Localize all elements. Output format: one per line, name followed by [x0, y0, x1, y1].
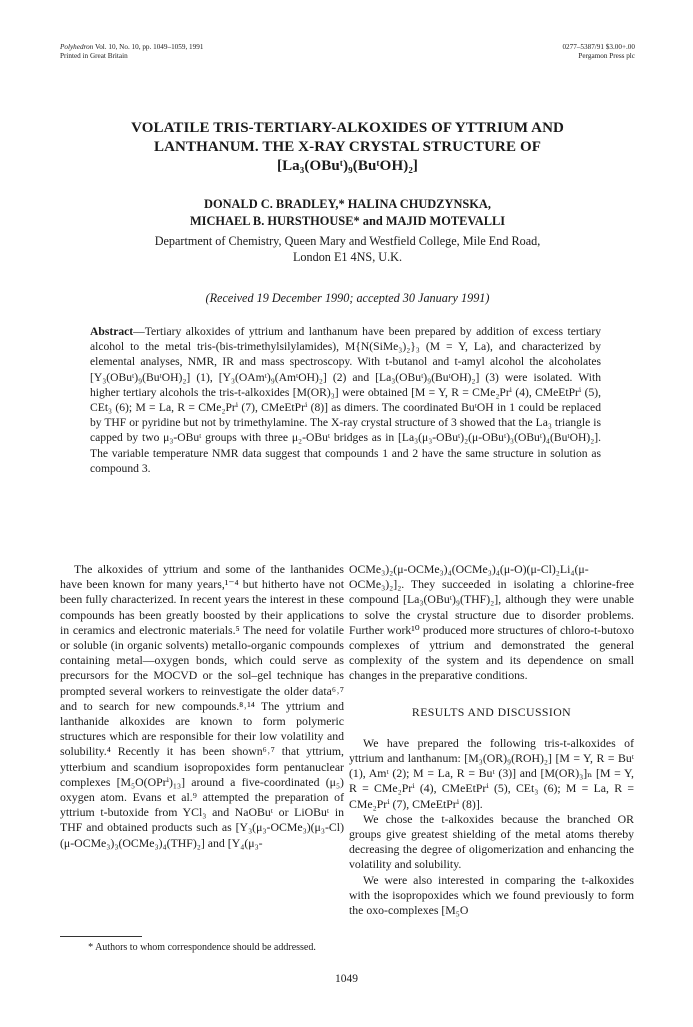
author-list: [60, 196, 635, 230]
right-column: [349, 562, 634, 918]
issn-price: 0277–5387/91 $3.00+.00: [562, 43, 635, 51]
authors-line-2: MICHAEL B. HURSTHOUSE* and MAJID MOTEVALLI: [189, 214, 506, 228]
section-heading: RESULTS AND DISCUSSION: [411, 704, 572, 719]
abstract-text: —Tertiary alkoxides of yttrium and lanthanum have been prepared by addition of excess tertiary alcohol to the metal tris-(bis-trimethylsilylamides), M{N(SiMe₃)₂}₃ (M = Y, La), and characterized by elemental analyses, NMR, IR and mass spectroscopy. With t-butanol and t-amyl alcohol the alcoholates [Y₃(OBuᵗ)₉(BuᵗOH)₂] (1), [Y₃(OAmᵗ)₉(AmᵗOH)₂] (2) and [La₃(OBuᵗ)₉(BuᵗOH)₂] (3) were isolated. With higher tertiary alcohols the tris-t-alkoxides [M(OR)₃] were obtained [M = Y, R = CMe₂Prⁱ (4), CMeEtPrⁱ (5), CEt₃ (6); M = La, R = CMe₂Prⁱ (7), CMeEtPrⁱ (8)] as dimers. The coordinated BuᵗOH in 1 could be replaced by THF or pyridine but not by trimethylamine. The X-ray crystal structure of 3 showed that the La₃ triangle is capped by two μ₃-OBuᵗ groups with three μ₂-OBuᵗ bridges as in [La₃(μ₃-OBuᵗ)₂(μ-OBuᵗ)₃(OBuᵗ)₄(BuᵗOH)₂]. The variable temperature NMR data suggest that compounds 1 and 2 have the same structure in solution as compound 3.: [90, 325, 601, 475]
body-paragraph: The alkoxides of yttrium and some of the lanthanides have been known for many years,¹⁻⁴ but hitherto have not been fully characterized. In recent years the interest in these compounds has been greatly boosted by their applications in ceramics and electronic materials.⁵ The need for volatile or soluble (in organic solvents) metallo-organic compounds containing metal—oxygen bonds, which could serve as precursors for the MOCVD or the sol–gel technique has prompted several workers to reinvestigate the older data⁶˒⁷ and to search for new compounds.⁸˒¹⁴ The yttrium and lanthanide alkoxides are known to form polymeric structures which are responsible for their low volatility and solubility.⁴ Recently it has been shown⁶˒⁷ that yttrium, ytterbium and scandium isopropoxides form pentanuclear complexes [M₅O(OPrⁱ)₁₃] around a five-coordinated (μ₅) oxygen atom. Evans et al.⁹ attempted the preparation of yttrium t-butoxide from YCl₃ and NaOBuᵗ or LiOBuᵗ in THF and obtained products such as [Y₃(μ₃-OCMe₃)(μ₃-Cl)(μ-OCMe₃)₃(OCMe₃)₄(THF)₂] and [Y₄(μ₃-: [60, 562, 344, 850]
running-header-right: [562, 43, 635, 61]
affiliation: [60, 233, 635, 265]
footnote-rule: [60, 936, 142, 937]
affiliation-line-2: London E1 4NS, U.K.: [292, 250, 402, 264]
body-paragraph: We were also interested in comparing the t-alkoxides with the isopropoxides which we found previously to form the oxo-complexes [M₅O: [349, 872, 634, 918]
page-number: 1049: [335, 973, 358, 985]
running-header-left: [60, 43, 203, 61]
body-paragraph: We have prepared the following tris-t-alkoxides of yttrium and lanthanum: [M₃(OR)₉(ROH)₂] [M = Y, R = Buᵗ (1), Amᵗ (2); M = La, R = Buᵗ (3)] and [M(OR)₃]ₙ [M = Y, R = CMe₂Prⁱ (4), CMeEtPrⁱ (5), CEt₃ (6); M = La, R = CMe₂Prⁱ (7), CMeEtPrⁱ (8)].: [349, 735, 634, 811]
footnote: * Authors to whom correspondence should be addressed.: [88, 942, 316, 953]
title-line-3: [La₃(OBuᵗ)₉(BuᵗOH)₂]: [276, 158, 419, 174]
affiliation-line-1: Department of Chemistry, Queen Mary and Westfield College, Mile End Road,: [154, 234, 541, 248]
journal-citation: Polyhedron Vol. 10, No. 10, pp. 1049–1059, 1991: [60, 43, 204, 51]
article-title: [60, 119, 635, 176]
abstract: [90, 324, 601, 476]
authors-line-1: DONALD C. BRADLEY,* HALINA CHUDZYNSKA,: [204, 197, 491, 211]
received-dates: (Received 19 December 1990; accepted 30 January 1991): [205, 291, 490, 305]
journal-name: Polyhedron: [60, 43, 94, 51]
body-paragraph-continued: OCMe₃)₂(μ-OCMe₃)₄(OCMe₃)₄(μ-O)(μ-Cl)₂Li₄(μ-OCMe₃)₂]₂. They succeeded in isolating a chlorine-free compound [La₃(OBuᵗ)₉(THF)₂], although they were unable to solve the crystal structure due to disorder problems. Further work¹⁰ produced more structures of chloro-t-butoxo complexes of yttrium and demonstrated the general complexity of the system and its dependence on small changes in the preparative conditions.: [349, 562, 634, 683]
abstract-label: Abstract: [90, 325, 134, 338]
title-line-2: LANTHANUM. THE X-RAY CRYSTAL STRUCTURE OF: [154, 139, 541, 155]
left-column: [60, 562, 344, 851]
printed-location: Printed in Great Britain: [60, 52, 128, 60]
body-paragraph: We chose the t-alkoxides because the branched OR groups give greatest shielding of the metal atoms thereby decreasing the degree of oligomerization and enhancing the volatility and solubility.: [349, 811, 634, 872]
title-line-1: VOLATILE TRIS-TERTIARY-ALKOXIDES OF YTTRIUM AND: [131, 120, 564, 136]
publisher: Pergamon Press plc: [578, 52, 635, 60]
